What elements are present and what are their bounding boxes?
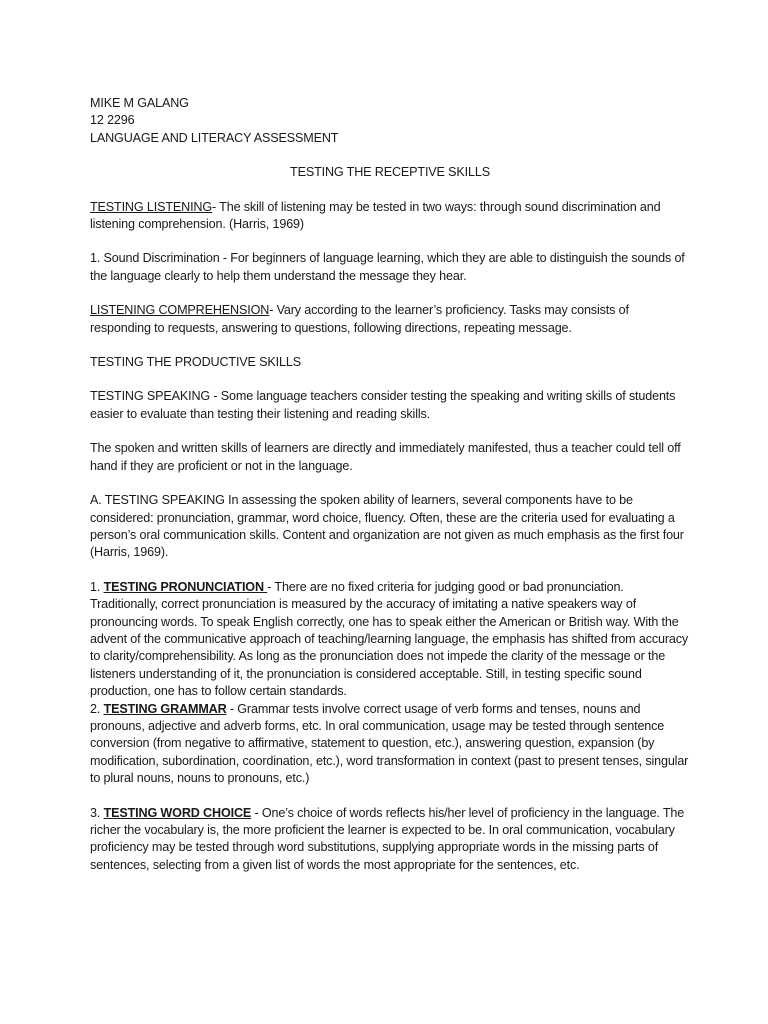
heading-testing-grammar: TESTING GRAMMAR xyxy=(103,701,227,716)
paragraph-testing-speaking: TESTING SPEAKING - Some language teachers consider testing the speaking and writing skills of students easier to evaluate than testing their listening and reading skills. xyxy=(90,389,676,421)
pronunciation-text: - There are no fixed criteria for judging good or bad pronunciation. Traditionally, correct pronunciation is measured by the accuracy of imitating a native speakers way of pronouncing words. To speak English correctly, one has to speak either the American or British way. With the advent of the communicative approach of teaching/learning language, the emphasis has shifted from accuracy to clarity/comprehensibility. As long as the pronunciation does not impede the clarity of the message or the listeners understanding of it, the pronunciation is considered acceptable. Still, in testing specific sound production, one has to follow certain standards. xyxy=(90,579,689,699)
heading-testing-listening: TESTING LISTENING xyxy=(90,199,213,214)
document-title: TESTING THE RECEPTIVE SKILLS xyxy=(290,165,490,180)
paragraph-testing-word-choice xyxy=(90,805,690,875)
paragraph-section-a: A. TESTING SPEAKING In assessing the spoken ability of learners, several components have to be considered: pronunciation, grammar, word choice, fluency. Often, these are the criteria used for evaluating a person’s oral communication skills. Content and organization are not given as much emphasis as the first four (Harris, 1969). xyxy=(90,493,684,560)
paragraph-testing-pronunciation xyxy=(90,579,690,701)
course-title: LANGUAGE AND LITERACY ASSESSMENT xyxy=(90,130,339,145)
word-choice-number: 3. xyxy=(90,805,104,820)
document-page xyxy=(90,95,690,891)
student-id: 12 2296 xyxy=(90,113,135,128)
grammar-number: 2. xyxy=(90,701,104,716)
word-choice-text: - One’s choice of words reflects his/her level of proficiency in the language. The richer the vocabulary is, the more proficient the learner is expected to be. In oral communication, vocabulary proficiency may be tested through word substitutions, supplying appropriate words in the missing parts of sentences, selecting from a given list of words the most appropriate for the sentences, etc. xyxy=(90,805,685,872)
paragraph-testing-listening xyxy=(90,199,690,234)
heading-testing-pronunciation: TESTING PRONUNCIATION xyxy=(103,579,268,594)
listening-comprehension-text: - Vary according to the learner’s proficiency. Tasks may consists of responding to requests, answering to questions, following directions, repeating message. xyxy=(90,303,629,335)
paragraph-testing-grammar xyxy=(90,701,690,788)
pronunciation-number: 1. xyxy=(90,579,104,594)
paragraph-sound-discrimination: 1. Sound Discrimination - For beginners of language learning, which they are able to distinguish the sounds of the language clearly to help them understand the message they hear. xyxy=(90,251,685,283)
author-name: MIKE M GALANG xyxy=(90,96,189,110)
heading-testing-word-choice: TESTING WORD CHOICE xyxy=(103,805,252,820)
paragraph-spoken-written: The spoken and written skills of learners are directly and immediately manifested, thus a teacher could tell off hand if they are proficient or not in the language. xyxy=(90,441,681,473)
grammar-text: - Grammar tests involve correct usage of verb forms and tenses, nouns and pronouns, adjective and adverb forms, etc. In oral communication, usage may be tested through sentence conversion (from negative to affirmative, statement to question, etc.), answering question, expansion (by modification, subordination, coordination, etc.), word transformation in context (past to present tenses, singular to plural nouns, nouns to pronouns, etc.) xyxy=(90,701,689,786)
testing-listening-text: - The skill of listening may be tested in two ways: through sound discrimination and listening comprehension. (Harris, 1969) xyxy=(90,199,661,232)
heading-listening-comprehension: LISTENING COMPREHENSION xyxy=(90,303,270,318)
heading-productive-skills: TESTING THE PRODUCTIVE SKILLS xyxy=(90,355,301,370)
paragraph-listening-comprehension xyxy=(90,302,690,337)
